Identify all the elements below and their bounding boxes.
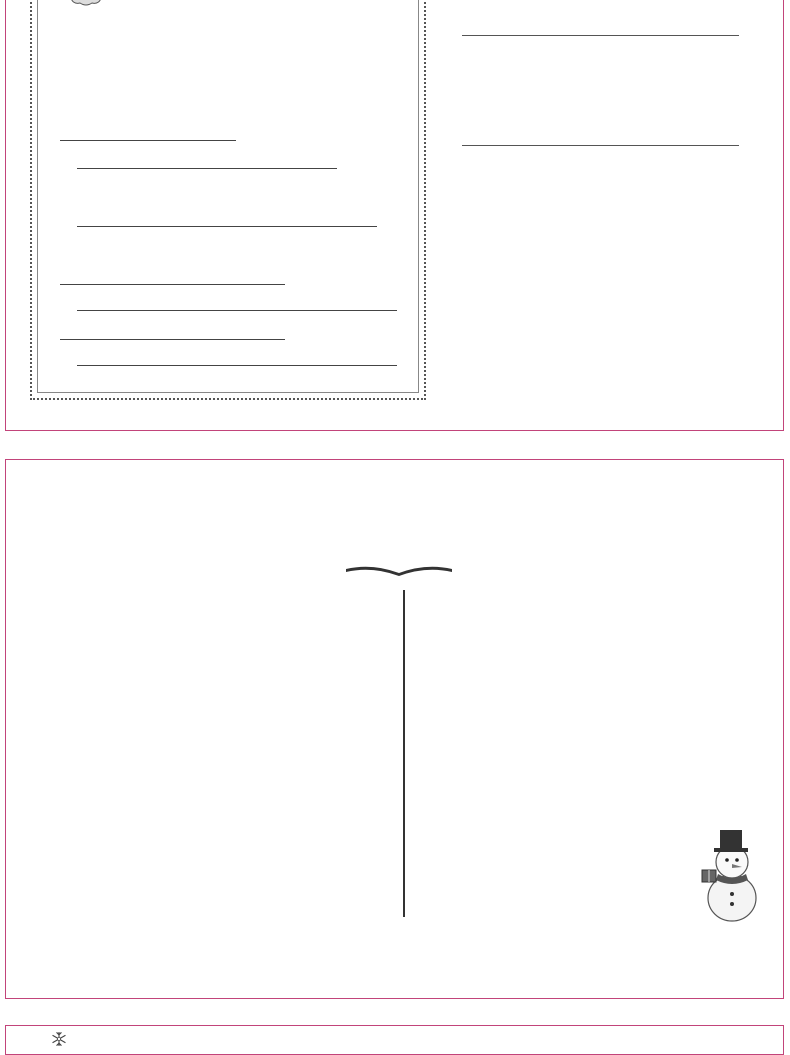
item-4-row-2 — [77, 352, 397, 370]
item-2-row-2 — [77, 213, 377, 231]
left-page — [30, 0, 426, 400]
item-1-row-2 — [77, 155, 337, 173]
cloud-icon — [66, 0, 106, 7]
page-spread-panel-1 — [5, 0, 784, 431]
item-3-row-2 — [77, 297, 397, 315]
teacher-blank[interactable] — [60, 272, 285, 285]
divider — [462, 145, 739, 146]
item-1-row — [60, 127, 236, 145]
learned-blank[interactable] — [77, 156, 337, 169]
chore-blank[interactable] — [77, 214, 377, 227]
snowman-icon — [696, 824, 766, 924]
next-page-panel — [5, 1025, 784, 1055]
column-divider — [403, 590, 405, 917]
item-3-row — [60, 271, 285, 289]
snowflake-icon — [52, 1032, 66, 1046]
book-title-blank[interactable] — [60, 128, 236, 141]
classmate-blank[interactable] — [60, 327, 285, 340]
teacher-blank-2[interactable] — [77, 298, 397, 311]
toc-panel — [5, 459, 784, 999]
open-book-icon — [344, 561, 454, 579]
item-4-row — [60, 326, 285, 344]
divider — [462, 35, 739, 36]
classmate-blank-2[interactable] — [77, 353, 397, 366]
